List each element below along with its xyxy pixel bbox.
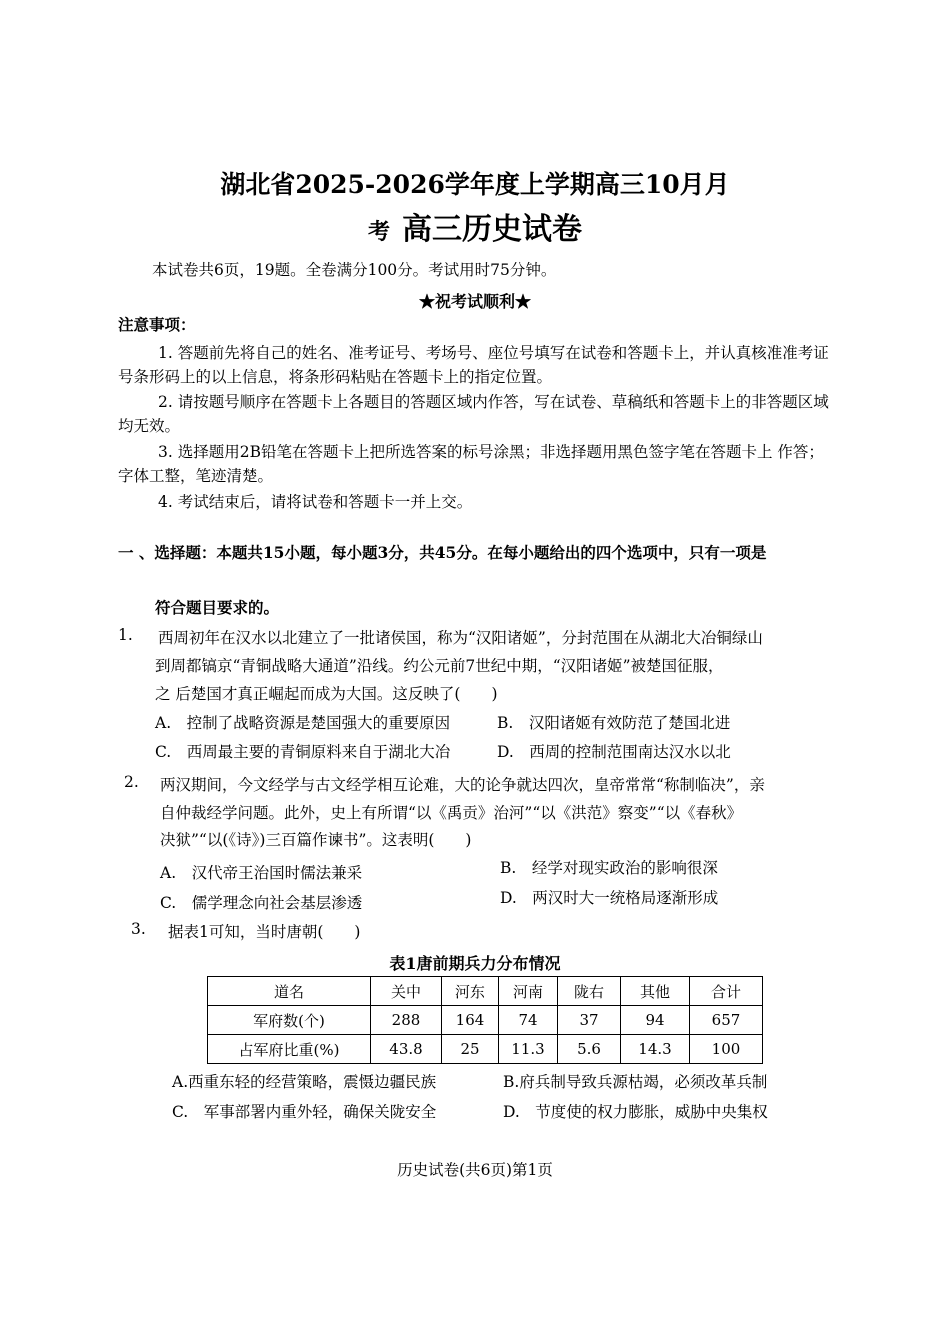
table-caption: 表1唐前期兵力分布情况 — [389, 954, 561, 973]
q3-number: 3. — [131, 920, 146, 938]
notice-heading: 注意事项： — [118, 315, 196, 334]
q3-option-a: A.西重东轻的经营策略，震慑边疆民族 — [172, 1073, 437, 1091]
table-cell: 657 — [690, 1006, 763, 1035]
table-cell: 军府数(个) — [208, 1006, 371, 1035]
exam-intro: 本试卷共6页，19题。全卷满分100分。考试用时75分钟。 — [152, 261, 557, 279]
q1-stem-line1: 西周初年在汉水以北建立了一批诸侯国，称为“汉阳诸姬”，分封范围在从湖北大冶铜绿山 — [158, 629, 763, 647]
q3-option-b: B.府兵制导致兵源枯竭，必须改革兵制 — [503, 1073, 768, 1091]
q2-stem-line1: 两汉期间，今文经学与古文经学相互论难，大的论争就达四次，皇帝常常“称制临决”，亲 — [160, 776, 765, 794]
table-header-cell: 陇右 — [558, 977, 621, 1006]
table-header-cell: 关中 — [371, 977, 442, 1006]
table-row — [208, 1035, 763, 1064]
table-header-cell: 河东 — [442, 977, 499, 1006]
q1-stem-line2: 到周都镐京“青铜战略大通道”沿线。约公元前7世纪中期，“汉阳诸姬”被楚国征服， — [155, 657, 724, 675]
notice-item-4: 4. 考试结束后，请将试卷和答题卡一并上交。 — [158, 493, 473, 511]
q3-option-c: C. 军事部署内重外轻，确保关陇安全 — [172, 1103, 437, 1121]
troop-distribution-table — [207, 976, 763, 1064]
page-footer: 历史试卷(共6页)第1页 — [397, 1161, 553, 1179]
notice-item-1: 1. 答题前先将自己的姓名、准考证号、考场号、座位号填写在试卷和答题卡上，并认真核准准考证号条形码上的以上信息，将条形码粘贴在答题卡上的指定位置。 — [118, 344, 829, 386]
q2-option-d: D. 两汉时大一统格局逐渐形成 — [500, 889, 719, 907]
table-cell: 43.8 — [371, 1035, 442, 1064]
section-heading-cont: 符合题目要求的。 — [155, 598, 280, 617]
table-cell: 288 — [371, 1006, 442, 1035]
table-cell: 94 — [621, 1006, 690, 1035]
notice-item-2: 2. 请按题号顺序在答题卡上各题目的答题区域内作答，写在试卷、草稿纸和答题卡上的非答题区域均无效。 — [118, 393, 829, 435]
q2-stem-line2: 自仲裁经学问题。此外，史上有所谓“以《禹贡》治河”“以《洪范》察变”“以《春秋》 — [160, 804, 743, 822]
section-heading: 一 、选择题：本题共15小题，每小题3分，共45分。在每小题给出的四个选项中，只有一项是 — [118, 543, 767, 562]
table-cell: 164 — [442, 1006, 499, 1035]
table-header-cell: 道名 — [208, 977, 371, 1006]
table-header-cell: 河南 — [499, 977, 558, 1006]
q2-option-c: C. 儒学理念向社会基层渗透 — [160, 894, 363, 912]
title-line-1: 湖北省2025-2026学年度上学期高三10月月 — [220, 170, 730, 199]
q1-option-d: D. 西周的控制范围南达汉水以北 — [497, 743, 731, 761]
table-cell: 74 — [499, 1006, 558, 1035]
good-luck-banner: ★祝考试顺利★ — [418, 292, 531, 311]
q3-option-d: D. 节度使的权力膨胀，威胁中央集权 — [503, 1103, 768, 1121]
q1-option-b: B. 汉阳诸姬有效防范了楚国北进 — [497, 714, 731, 732]
q1-stem-line3: 之 后楚国才真正崛起而成为大国。这反映了( ) — [155, 685, 498, 703]
table-header-row — [208, 977, 763, 1006]
table-cell: 14.3 — [621, 1035, 690, 1064]
exam-subject-title: 高三历史试卷 — [402, 212, 582, 247]
notice-item-3: 3. 选择题用2B铅笔在答题卡上把所选答案的标号涂黑；非选择题用黑色签字笔在答题卡上 作答；字体工整，笔迹清楚。 — [118, 443, 824, 485]
q2-option-a: A. 汉代帝王治国时儒法兼采 — [160, 864, 363, 882]
table-cell: 25 — [442, 1035, 499, 1064]
table-cell: 5.6 — [558, 1035, 621, 1064]
table-cell: 37 — [558, 1006, 621, 1035]
table-row — [208, 1006, 763, 1035]
title-line-2 — [0, 204, 950, 248]
table-cell: 占军府比重(%) — [208, 1035, 371, 1064]
table-cell: 100 — [690, 1035, 763, 1064]
q2-option-b: B. 经学对现实政治的影响很深 — [500, 859, 718, 877]
table-header-cell: 其他 — [621, 977, 690, 1006]
title-line-2-small: 考 — [367, 219, 390, 245]
q2-number: 2. — [124, 773, 139, 791]
table-cell: 11.3 — [499, 1035, 558, 1064]
q2-stem-line3: 决狱”“以(《诗》)三百篇作谏书”。这表明( ) — [160, 831, 472, 849]
q1-number: 1. — [118, 626, 133, 644]
q1-option-a: A. 控制了战略资源是楚国强大的重要原因 — [155, 714, 451, 732]
q3-stem: 据表1可知，当时唐朝( ) — [168, 923, 361, 941]
table-header-cell: 合计 — [690, 977, 763, 1006]
q1-option-c: C. 西周最主要的青铜原料来自于湖北大冶 — [155, 743, 451, 761]
